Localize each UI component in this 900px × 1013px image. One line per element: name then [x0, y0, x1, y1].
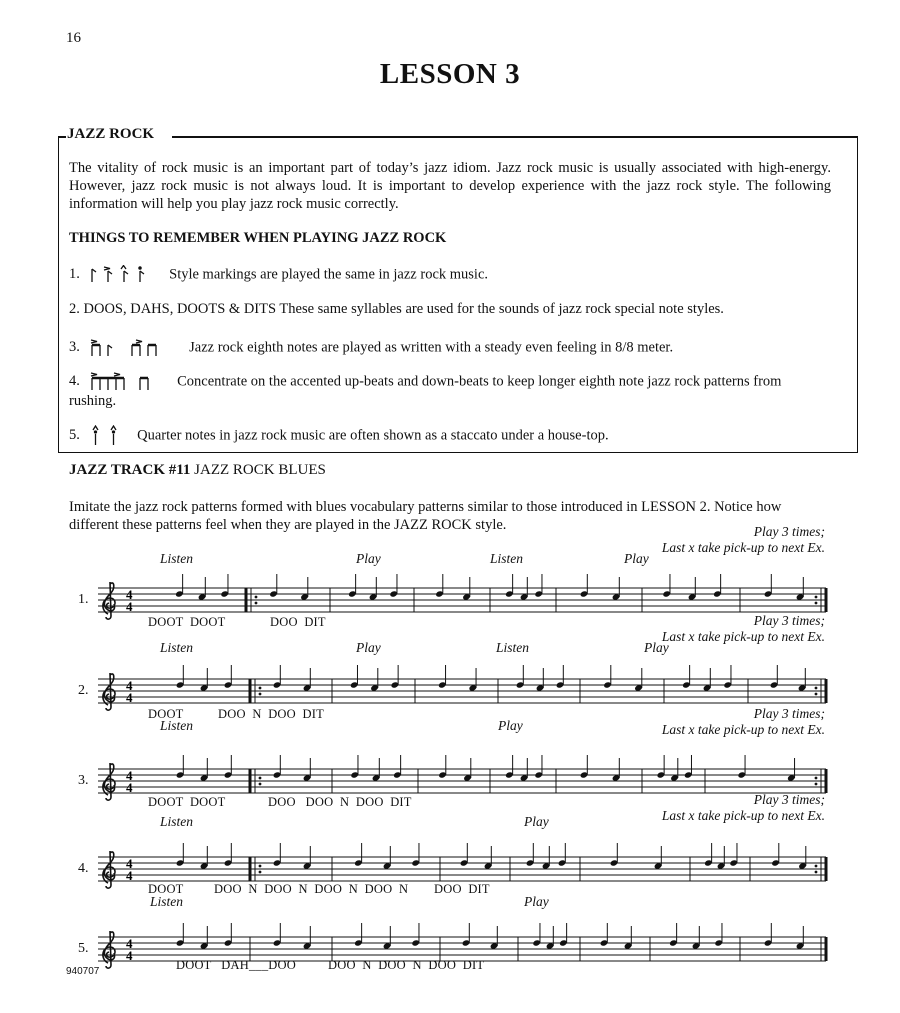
syllable-lyric: DOO DIT — [434, 882, 490, 896]
syllable-lyric: DOO DOO N DOO DIT — [268, 795, 412, 809]
exercise-number: 4. — [78, 861, 89, 876]
syllable-lyric: DOO N DOO N DOO DIT — [328, 958, 485, 972]
syllable-lyric: DOO N DOO N DOO N DOO N — [214, 882, 409, 896]
cue-label: Listen — [496, 640, 530, 655]
time-signature: 4 — [126, 587, 133, 602]
exercise-number: 5. — [78, 941, 89, 956]
play-times: Play 3 times; — [753, 524, 825, 539]
cue-label: Listen — [160, 551, 194, 566]
cue-label: Play — [624, 551, 649, 566]
play-instructions — [621, 524, 825, 556]
time-signature: 4 — [126, 948, 133, 963]
things-heading: THINGS TO REMEMBER WHEN PLAYING JAZZ ROCK — [69, 230, 447, 246]
syllable-lyric: DOO DIT — [270, 615, 326, 629]
cue-label: Listen — [160, 814, 194, 829]
track-label: JAZZ TRACK #11 — [69, 462, 191, 478]
item-number: 5. — [69, 427, 80, 444]
item-number: 3. — [69, 339, 80, 356]
play-instructions — [621, 706, 825, 738]
syllable-lyric: DOOT DOOT — [148, 795, 226, 809]
syllable-lyric: DOOT DOOT — [148, 615, 226, 629]
page-number: 16 — [66, 30, 81, 46]
pickup-note: Last x take pick-up to next Ex. — [661, 540, 825, 555]
track-name: JAZZ ROCK BLUES — [194, 462, 326, 478]
item-number: 4. — [69, 373, 80, 390]
track-paragraph: Imitate the jazz rock patterns formed with blues vocabulary patterns similar to those introduced in LESSON 2. Notice how different these patterns feel when they are played in the JAZZ ROCK style. — [69, 499, 782, 533]
cue-label: Play — [524, 894, 549, 909]
time-signature: 4 — [126, 868, 133, 883]
box-heading: JAZZ ROCK — [67, 126, 155, 142]
item-text: Jazz rock eighth notes are played as written with a steady even feeling in 8/8 meter. — [189, 339, 674, 356]
item-text: DOOS, DAHS, DOOTS & DITS These same syllables are used for the sounds of jazz rock special note styles. — [83, 301, 724, 317]
intro-paragraph: The vitality of rock music is an important part of today’s jazz idiom. Jazz rock music is usually associated with high-energy. However, jazz rock music is not always loud. It is important to develop experience with the jazz rock style. The following information will help you play jazz rock music correctly. — [69, 160, 831, 212]
cue-label: Listen — [160, 640, 194, 655]
play-instructions — [621, 792, 825, 824]
time-signature: 4 — [126, 599, 133, 614]
cue-label: Listen — [160, 718, 194, 733]
exercise-number: 1. — [78, 592, 89, 607]
cue-label: Play — [524, 814, 549, 829]
cue-label: Listen — [490, 551, 524, 566]
catalog-code: 940707 — [66, 966, 100, 977]
page-title: LESSON 3 — [379, 58, 521, 90]
cue-label: Play — [356, 551, 381, 566]
syllable-lyric: DOOT — [148, 882, 184, 896]
time-signature: 4 — [126, 678, 133, 693]
syllable-lyric: DOOT DAH___DOO — [176, 958, 296, 972]
time-signature: 4 — [126, 690, 133, 705]
item-text: Concentrate on the accented up-beats and down-beats to keep longer eighth note jazz rock patterns from rushing. — [69, 373, 782, 409]
item-text: Style markings are played the same in jazz rock music. — [169, 266, 489, 283]
exercise-number: 2. — [78, 683, 89, 698]
play-instructions — [621, 613, 825, 645]
time-signature: 4 — [126, 856, 133, 871]
item-text: Quarter notes in jazz rock music are often shown as a staccato under a house-top. — [137, 427, 609, 444]
time-signature: 4 — [126, 936, 133, 951]
play-times: Play 3 times; — [753, 706, 825, 721]
pickup-note: Last x take pick-up to next Ex. — [661, 722, 825, 737]
cue-label: Play — [644, 640, 669, 655]
item-number: 1. — [69, 266, 80, 283]
cue-label: Listen — [150, 894, 184, 909]
staff-2 — [98, 665, 826, 710]
exercise-number: 3. — [78, 773, 89, 788]
time-signature: 4 — [126, 780, 133, 795]
cue-label: Play — [356, 640, 381, 655]
cue-label: Play — [498, 718, 523, 733]
item-number: 2. — [69, 301, 80, 317]
play-times: Play 3 times; — [753, 613, 825, 628]
pickup-note: Last x take pick-up to next Ex. — [661, 629, 825, 644]
pickup-note: Last x take pick-up to next Ex. — [661, 808, 825, 823]
syllable-lyric: DOOT — [148, 707, 184, 721]
syllable-lyric: DOO N DOO DIT — [218, 707, 324, 721]
play-times: Play 3 times; — [753, 792, 825, 807]
time-signature: 4 — [126, 768, 133, 783]
